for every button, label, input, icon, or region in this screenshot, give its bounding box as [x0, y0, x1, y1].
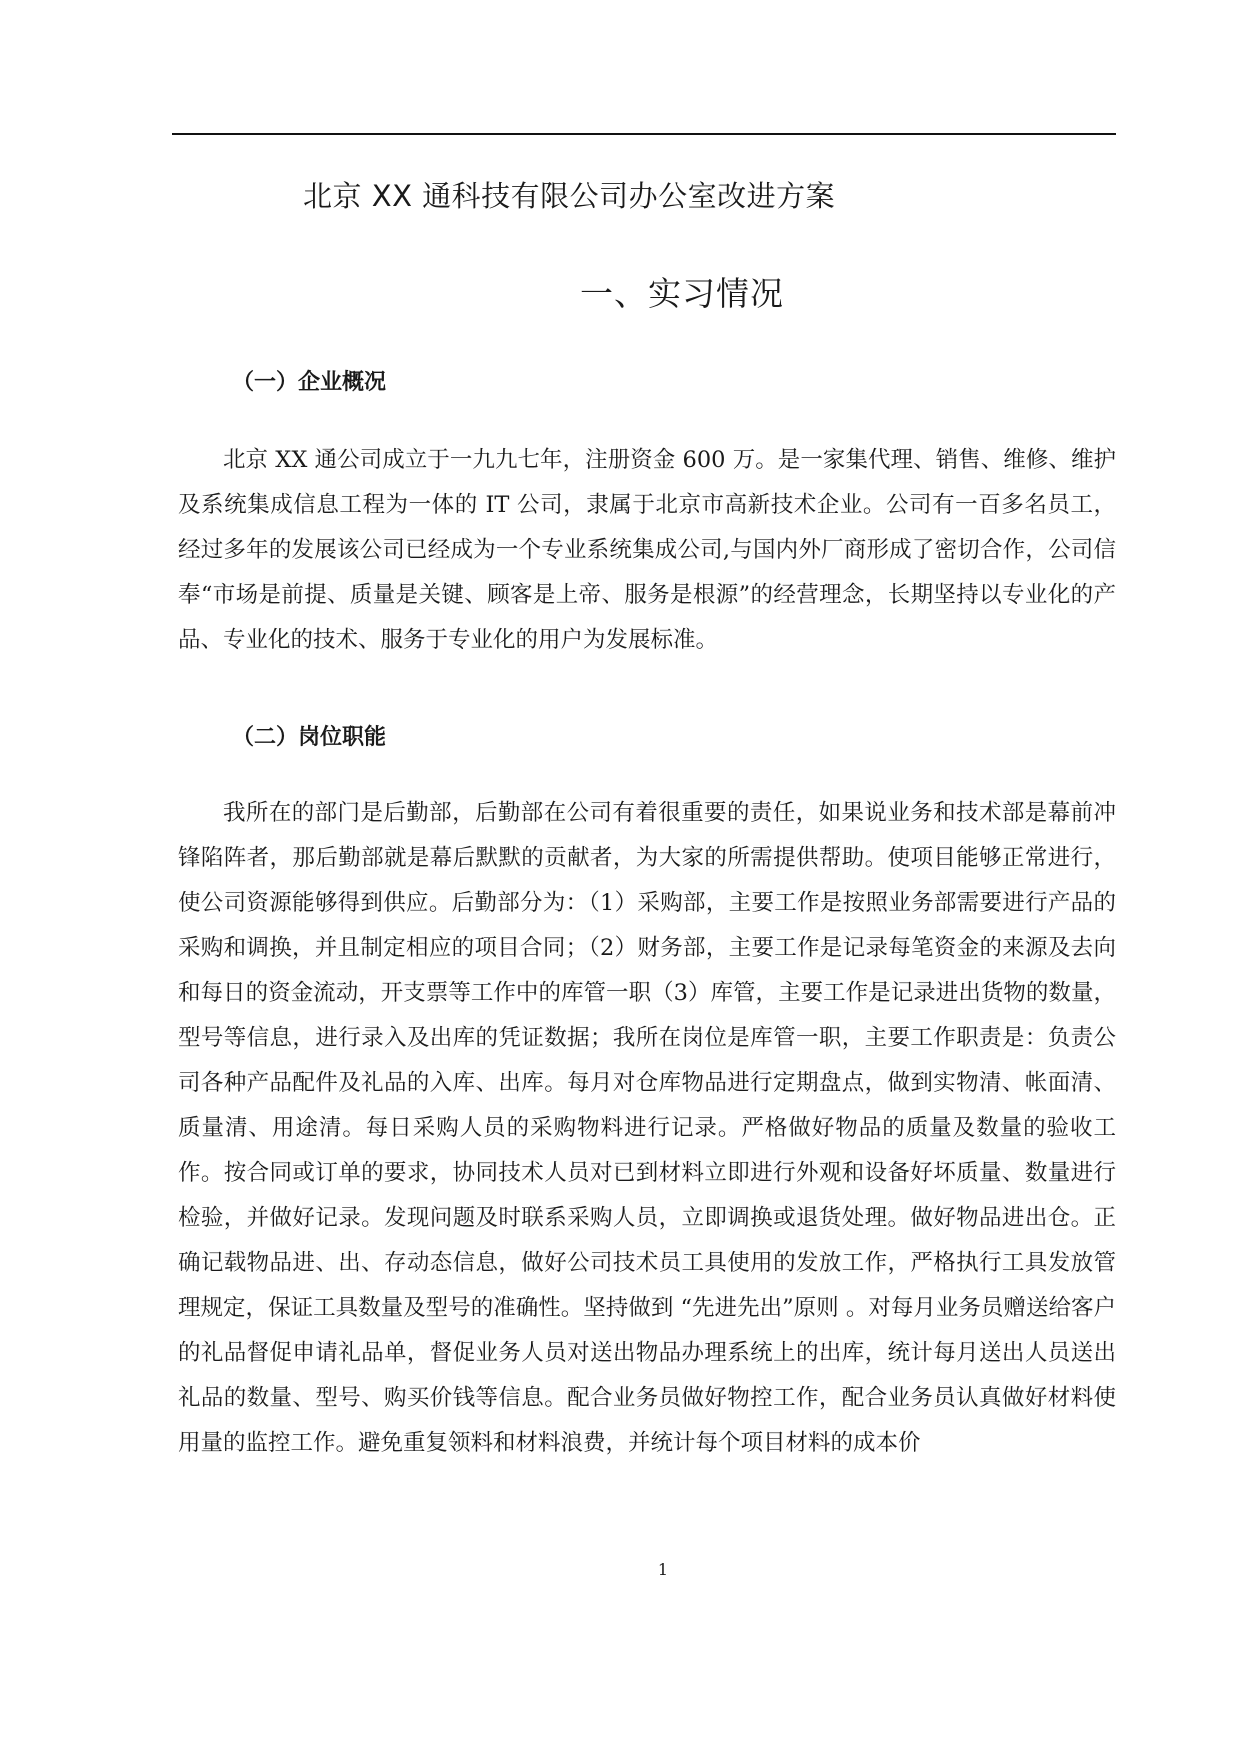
paragraph-company-overview: 北京 XX 通公司成立于一九九七年，注册资金 600 万。是一家集代理、销售、维修、维护及系统集成信息工程为一体的 IT 公司，隶属于北京市高新技术企业。公司有一百多名员工，经过多年的发展该公司已经成为一个专业系统集成公司,与国内外厂商形成了密切合作，公司信奉“市场是前提、质量是关键、顾客是上帝、服务是根源”的经营理念，长期坚持以专业化的产品、专业化的技术、服务于专业化的用户为发展标准。: [178, 447, 1116, 653]
header-rule: [172, 133, 1116, 135]
paragraph-job-functions: 我所在的部门是后勤部，后勤部在公司有着很重要的责任，如果说业务和技术部是幕前冲锋陷阵者，那后勤部就是幕后默默的贡献者，为大家的所需提供帮助。使项目能够正常进行，使公司资源能够得到供应。后勤部分为：（1）采购部，主要工作是按照业务部需要进行产品的采购和调换，并且制定相应的项目合同；（2）财务部，主要工作是记录每笔资金的来源及去向和每日的资金流动，开支票等工作中的库管一职（3）库管，主要工作是记录进出货物的数量，型号等信息，进行录入及出库的凭证数据；我所在岗位是库管一职，主要工作职责是：负责公司各种产品配件及礼品的入库、出库。每月对仓库物品进行定期盘点，做到实物清、帐面清、质量清、用途清。每日采购人员的采购物料进行记录。严格做好物品的质量及数量的验收工作。按合同或订单的要求，协同技术人员对已到材料立即进行外观和设备好坏质量、数量进行检验，并做好记录。发现问题及时联系采购人员，立即调换或退货处理。做好物品进出仓。正确记载物品进、出、存动态信息，做好公司技术员工具使用的发放工作，严格执行工具发放管理规定，保证工具数量及型号的准确性。坚持做到 “先进先出”原则 。对每月业务员赠送给客户的礼品督促申请礼品单，督促业务人员对送出物品办理系统上的出库，统计每月送出人员送出礼品的数量、型号、购买价钱等信息。配合业务员做好物控工作，配合业务员认真做好材料使用量的监控工作。避免重复领料和材料浪费，并统计每个项目材料的成本价: [178, 800, 1116, 1456]
subsection-heading-company-overview: （一）企业概况: [232, 370, 387, 395]
document-title: 北京 XX 通科技有限公司办公室改进方案: [303, 179, 836, 213]
subsection-heading-job-functions: （二）岗位职能: [232, 725, 387, 750]
section-heading: 一、实习情况: [580, 274, 784, 313]
page-number: 1: [657, 1560, 669, 1579]
